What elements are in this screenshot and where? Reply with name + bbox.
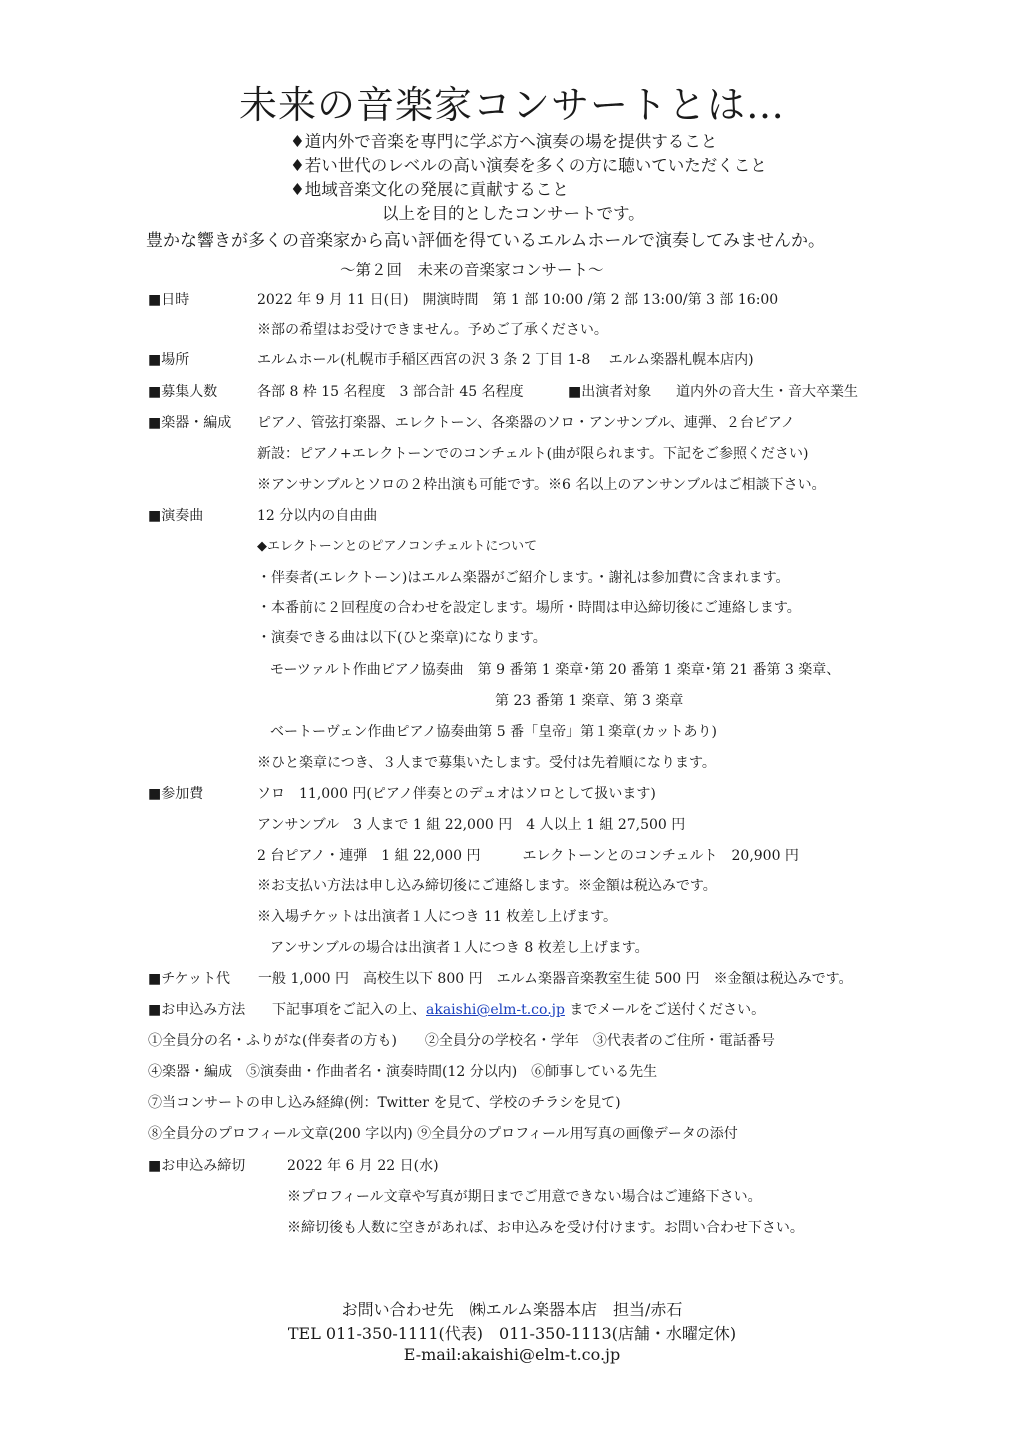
instruments-line: ※アンサンブルとソロの２枠出演も可能です。※6 名以上のアンサンブルはご相談下さい。 (257, 477, 826, 493)
purpose-item: ♦若い世代のレベルの高い演奏を多くの方に聴いていただくこと (290, 156, 767, 175)
repertoire-piece: モーツァルト作曲ピアノ協奏曲 第 9 番第 1 楽章･第 20 番第 1 楽章･第 21 番第 3 楽章、 (270, 662, 841, 678)
repertoire-line: ・演奏できる曲は以下(ひと楽章)になります。 (257, 630, 547, 646)
venue-label: ■場所 (148, 352, 190, 368)
invitation-text: 豊かな響きが多くの音楽家から高い評価を得ているエルムホールで演奏してみませんか。 (146, 231, 825, 251)
repertoire-line: ◆エレクトーンとのピアノコンチェルトについて (257, 539, 538, 554)
application-item: ①全員分の名・ふりがな(伴奏者の方も) ②全員分の学校名・学年 ③代表者のご住所・電話番号 (148, 1033, 775, 1049)
fee-line: ※お支払い方法は申し込み締切後にご連絡します。※金額は税込みです。 (257, 878, 717, 894)
fee-line: ※入場チケットは出演者１人につき 11 枚差し上げます。 (257, 909, 618, 925)
application-pre: 下記事項をご記入の上、 (272, 1002, 426, 1018)
target-value: 道内外の音大生・音大卒業生 (676, 384, 858, 400)
repertoire-label: ■演奏曲 (148, 508, 204, 524)
contact-line: お問い合わせ先 ㈱エルム楽器本店 担当/赤石 (341, 1300, 683, 1319)
datetime-note: ※部の希望はお受けできません。予めご了承ください。 (257, 322, 608, 338)
target-label: ■出演者対象 (568, 384, 652, 400)
repertoire-piece: 第 23 番第 1 楽章、第 3 楽章 (495, 693, 684, 709)
contact-email: E-mail:akaishi@elm-t.co.jp (403, 1345, 621, 1364)
application-email-link[interactable]: akaishi@elm-t.co.jp (426, 1002, 565, 1018)
instruments-line: ピアノ、管弦打楽器、エレクトーン、各楽器のソロ・アンサンブル、連弾、２台ピアノ (257, 415, 795, 431)
application-item: ④楽器・編成 ⑤演奏曲・作曲者名・演奏時間(12 分以内) ⑥師事している先生 (148, 1064, 658, 1080)
application-label: ■お申込み方法 (148, 1002, 246, 1018)
repertoire-line: ・伴奏者(エレクトーン)はエルム楽器がご紹介します。・謝礼は参加費に含まれます。 (257, 570, 790, 586)
fee-line: アンサンブル 3 人まで 1 組 22,000 円 4 人以上 1 組 27,500 円 (257, 817, 686, 833)
application-post: までメールをご送付ください。 (564, 1002, 766, 1018)
application-item: ⑦当コンサートの申し込み経緯(例：Twitter を見て、学校のチラシを見て) (148, 1095, 621, 1111)
fee-label: ■参加費 (148, 786, 204, 802)
datetime-label: ■日時 (148, 292, 190, 308)
repertoire-piece: ベートーヴェン作曲ピアノ協奏曲第 5 番「皇帝」第１楽章(カットあり) (270, 724, 717, 740)
repertoire-line: ※ひと楽章につき、３人まで募集いたします。受付は先着順になります。 (257, 755, 716, 771)
deadline-note: ※プロフィール文章や写真が期日までご用意できない場合はご連絡下さい。 (287, 1189, 762, 1205)
deadline-note: ※締切後も人数に空きがあれば、お申込みを受け付けます。お問い合わせ下さい。 (287, 1220, 804, 1236)
fee-line: 2 台ピアノ・連弾 1 組 22,000 円 エレクトーンとのコンチェルト 20,900 円 (257, 848, 799, 864)
purpose-item: ♦地域音楽文化の発展に貢献すること (290, 180, 569, 199)
contact-phone: TEL 011-350-1111(代表) 011-350-1113(店舗・水曜定休) (287, 1324, 737, 1343)
application-item: ⑧全員分のプロフィール文章(200 字以内) ⑨全員分のプロフィール用写真の画像データの添付 (148, 1126, 738, 1142)
venue-value: エルムホール(札幌市手稲区西宮の沢 3 条 2 丁目 1-8 エルム楽器札幌本店内) (257, 352, 754, 368)
purpose-item: ♦道内外で音楽を専門に学ぶ方へ演奏の場を提供すること (290, 132, 718, 151)
deadline-value: 2022 年 6 月 22 日(水) (287, 1158, 439, 1174)
page-title: 未来の音楽家コンサートとは… (238, 83, 785, 127)
edition-heading: 〜第２回 未来の音楽家コンサート〜 (340, 261, 604, 279)
instruments-label: ■楽器・編成 (148, 415, 232, 431)
ticket-label: ■チケット代 (148, 971, 230, 987)
recruitment-label: ■募集人数 (148, 384, 218, 400)
purpose-summary: 以上を目的としたコンサートです。 (382, 204, 645, 223)
fee-line: アンサンブルの場合は出演者１人につき 8 枚差し上げます。 (270, 940, 649, 956)
deadline-label: ■お申込み締切 (148, 1158, 246, 1174)
repertoire-value: 12 分以内の自由曲 (257, 508, 378, 524)
repertoire-line: ・本番前に２回程度の合わせを設定します。場所・時間は申込締切後にご連絡します。 (257, 600, 801, 616)
fee-line: ソロ 11,000 円(ピアノ伴奏とのデュオはソロとして扱います) (257, 786, 656, 802)
application-instruction (272, 1000, 765, 1020)
ticket-value: 一般 1,000 円 高校生以下 800 円 エルム楽器音楽教室生徒 500 円 ※金額は税込みです。 (258, 971, 853, 987)
datetime-value: 2022 年 9 月 11 日(日) 開演時間 第 1 部 10:00 /第 2 部 13:00/第 3 部 16:00 (257, 292, 779, 308)
instruments-line: 新設：ピアノ+エレクトーンでのコンチェルト(曲が限られます。下記をご参照ください) (257, 446, 809, 462)
recruitment-value: 各部 8 枠 15 名程度 3 部合計 45 名程度 (257, 384, 524, 400)
